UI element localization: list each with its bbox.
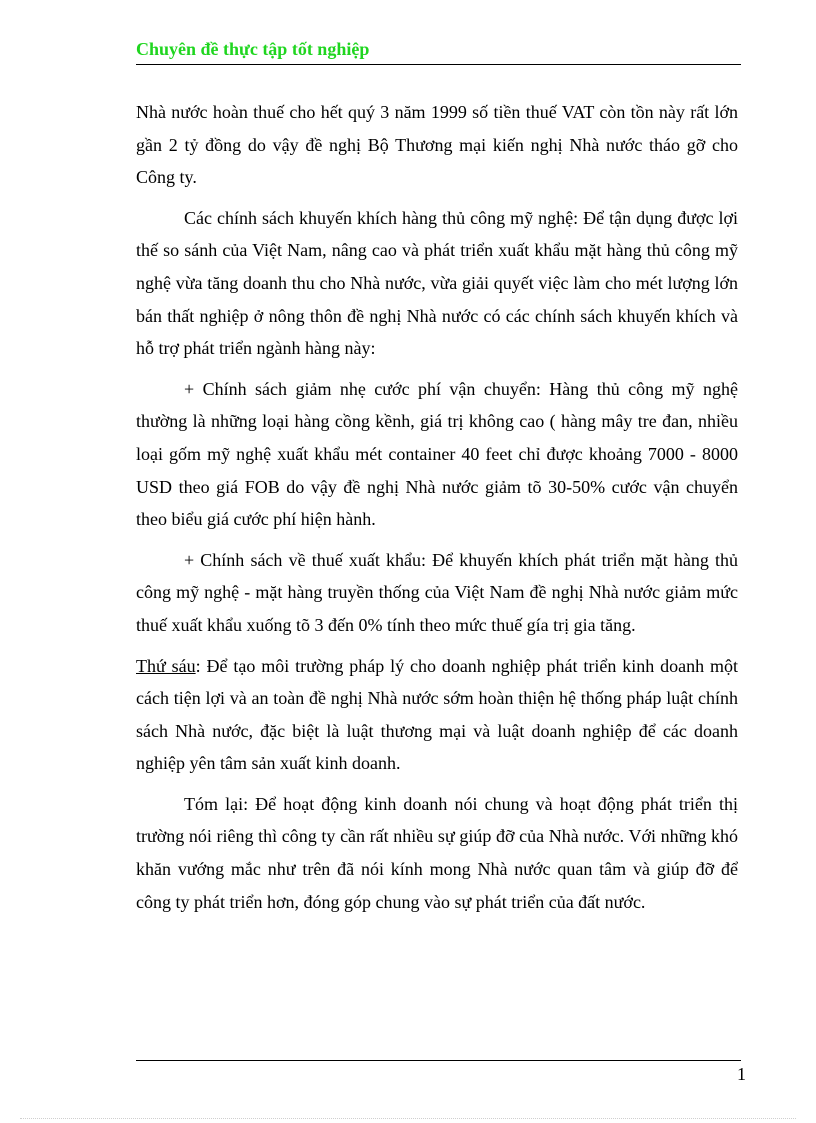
paragraph-transport-fee-policy: + Chính sách giảm nhẹ cước phí vận chuyển: Hàng thủ công mỹ nghệ thường là những loại hàng cồng kềnh, giá trị không cao ( hàng mây tre đan, nhiều loại gốm mỹ nghệ xuất khẩu mét container 40 feet chỉ được khoảng 7000 - 8000 USD theo giá FOB do vậy đề nghị Nhà nước giảm tõ 30-50% cước vận chuyển theo biểu giá cước phí hiện hành.: [136, 378, 738, 530]
paragraph-conclusion: Tóm lại: Để hoạt động kinh doanh nói chung và hoạt động phát triển thị trường nói riêng thì công ty cần rất nhiều sự giúp đỡ của Nhà nước. Với những khó khăn vướng mắc như trên đã nói kính mong Nhà nước quan tâm và giúp đỡ để công ty phát triển hơn, đóng góp chung vào sự phát triển của đất nước.: [136, 793, 738, 912]
paragraph-handicraft-policies: Các chính sách khuyến khích hàng thủ công mỹ nghệ: Để tận dụng được lợi thế so sánh của Việt Nam, nâng cao và phát triển xuất khẩu mặt hàng thủ công mỹ nghệ vừa tăng doanh thu cho Nhà nước, vừa giải quyết việc làm cho mét lượng lớn bán thất nghiệp ở nông thôn đề nghị Nhà nước có các chính sách khuyến khích và hỗ trợ phát triển ngành hàng này:: [136, 207, 738, 359]
sixth-point-label: Thứ sáu: [136, 655, 196, 676]
paragraph-sixth-point: [136, 650, 738, 780]
page-number: 1: [737, 1064, 746, 1084]
footer-divider: [136, 1060, 741, 1061]
paragraph-export-tax-policy: + Chính sách về thuế xuất khẩu: Để khuyến khích phát triển mặt hàng thủ công mỹ nghệ - mặt hàng truyền thống của Việt Nam đề nghị Nhà nước giảm mức thuế xuất khẩu xuống tõ 3 đến 0% tính theo mức thuế gía trị gia tăng.: [136, 549, 738, 635]
page-boundary: [20, 1118, 796, 1119]
sixth-point-text: : Để tạo môi trường pháp lý cho doanh nghiệp phát triển kinh doanh một cách tiện lợi và an toàn đề nghị Nhà nước sớm hoàn thiện hệ thống pháp luật chính sách Nhà nước, đặc biệt là luật thương mại và luật doanh nghiệp để các doanh nghiệp yên tâm sản xuất kinh doanh.: [136, 655, 738, 774]
paragraph-vat-refund: Nhà nước hoàn thuế cho hết quý 3 năm 1999 số tiền thuế VAT còn tồn này rất lớn gần 2 tỷ đồng do vậy đề nghị Bộ Thương mại kiến nghị Nhà nước tháo gỡ cho Công ty.: [136, 102, 738, 188]
page-header-title: Chuyên đề thực tập tốt nghiệp: [136, 38, 741, 65]
document-body: [136, 96, 738, 918]
